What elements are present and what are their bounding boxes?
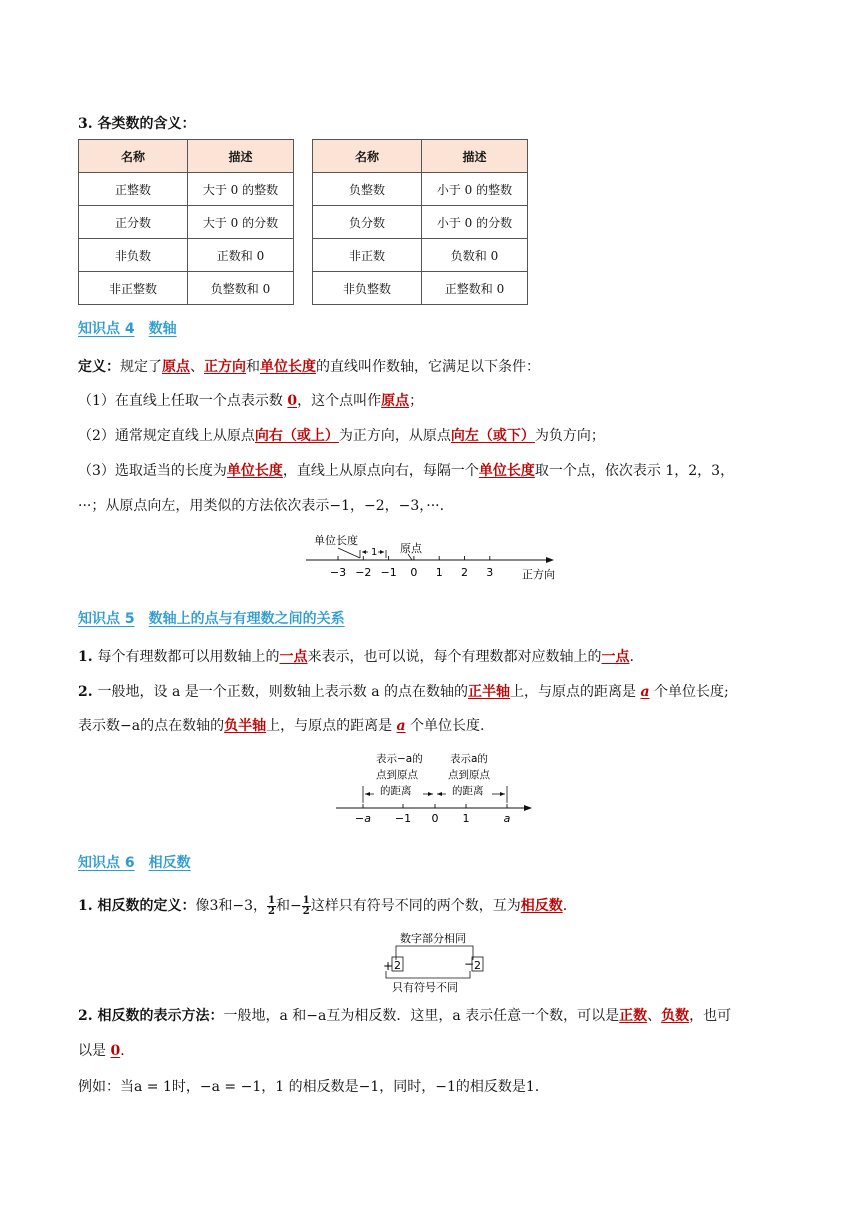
- table-cell: 正整数和 0: [422, 272, 528, 305]
- key-term: 向左（或下）: [450, 428, 535, 444]
- text: （3）选取适当的长度为: [78, 463, 227, 479]
- right-distance-label-line: 的距离: [452, 785, 484, 797]
- relation-point-2: [78, 681, 729, 703]
- heading-title: 数轴上的点与有理数之间的关系: [148, 611, 345, 627]
- text: 来表示，也可以说，每个有理数都对应数轴上的: [307, 649, 602, 665]
- text: 规定了: [120, 359, 162, 375]
- knowledge-point-6-heading: [78, 852, 191, 872]
- text: .: [629, 649, 634, 665]
- table-cell: 小于 0 的分数: [422, 206, 528, 239]
- table-cell: 负数和 0: [422, 239, 528, 272]
- text: 、: [647, 1008, 662, 1024]
- key-term: 相反数: [520, 898, 563, 914]
- text: ，也可: [689, 1008, 732, 1024]
- axis-arrow: [524, 805, 532, 811]
- distance-number-line-figure: [330, 748, 536, 828]
- table-row: [313, 173, 528, 206]
- bottom-bracket: [386, 971, 470, 978]
- key-term: 原点: [162, 359, 190, 375]
- tick-label: 1: [462, 812, 470, 825]
- section-3-title: 3. 各类数的含义：: [78, 116, 196, 132]
- key-term: a: [396, 718, 406, 734]
- number-line-figure: [300, 528, 570, 586]
- heading-title: 相反数: [148, 855, 191, 871]
- heading-number: 知识点 6: [78, 855, 135, 871]
- relation-point-2-continued: [78, 715, 485, 737]
- table-cell: 负整数和 0: [188, 272, 294, 305]
- table-cell: 正分数: [79, 206, 188, 239]
- text: 上，与原点的距离是: [510, 684, 641, 700]
- text: 个单位长度.: [405, 718, 485, 734]
- heading-number: 知识点 4: [78, 321, 135, 337]
- key-term: 原点: [381, 393, 410, 409]
- table-cell: 正整数: [79, 173, 188, 206]
- text: 、: [190, 359, 204, 375]
- fraction-numerator: 1: [268, 894, 276, 906]
- knowledge-point-4-heading: [78, 318, 177, 338]
- left-number-types-table: [78, 139, 294, 305]
- tick-group: [355, 804, 511, 825]
- one-unit-label: 1: [371, 547, 378, 558]
- item-number: 1.: [78, 649, 98, 665]
- text: ，直线上从原点向右，每隔一个: [282, 463, 479, 479]
- text: 这样只有符号不同的两个数，互为: [310, 898, 521, 914]
- table-row: [79, 173, 294, 206]
- table-header-row: [79, 140, 294, 173]
- key-term: 0: [110, 1043, 121, 1059]
- text: 和−: [276, 898, 302, 914]
- text: 每个有理数都可以用数轴上的: [97, 649, 280, 665]
- right-digit: 2: [474, 959, 481, 972]
- text: ，这个点叫作: [297, 393, 382, 409]
- unit-length-pointer: [338, 548, 360, 558]
- arrow-head: [428, 792, 433, 796]
- number-line-definition: [78, 356, 540, 378]
- key-term: 一点: [601, 649, 630, 665]
- key-term: 单位长度: [478, 463, 535, 479]
- text: （1）在直线上任取一个点表示数: [78, 393, 288, 409]
- table-cell: 非负数: [79, 239, 188, 272]
- left-distance-label-line: 点到原点: [376, 769, 418, 781]
- table-header-row: [313, 140, 528, 173]
- key-term: 正半轴: [468, 684, 510, 700]
- right-distance-label-line: 点到原点: [448, 769, 490, 781]
- table-cell: 大于 0 的分数: [188, 206, 294, 239]
- text: 取一个点，依次表示 1，2，3，: [534, 463, 735, 479]
- fraction-denominator: 2: [302, 905, 310, 917]
- text: 以是: [78, 1043, 111, 1059]
- key-term: 单位长度: [226, 463, 283, 479]
- text: .: [120, 1043, 125, 1059]
- condition-3: [78, 460, 734, 482]
- tick-label: 0: [410, 566, 418, 579]
- fraction-one-half: [267, 896, 276, 917]
- unit-length-label: 单位长度: [314, 534, 358, 547]
- key-term: 向右（或上）: [254, 428, 339, 444]
- table-cell: 非正整数: [79, 272, 188, 305]
- text: 的直线叫作数轴，它满足以下条件：: [316, 359, 540, 375]
- right-distance-label-line: 表示a的: [450, 753, 488, 765]
- heading-title: 数轴: [148, 321, 177, 337]
- table-header-name: 名称: [313, 140, 422, 173]
- table-cell: 非正数: [313, 239, 422, 272]
- tick-label: −2: [355, 566, 372, 579]
- same-digits-label: 数字部分相同: [400, 932, 466, 945]
- table-row: [313, 272, 528, 305]
- text: ；: [409, 393, 424, 409]
- right-number-types-table: [312, 139, 528, 305]
- text: 一般地，设 a 是一个正数，则数轴上表示数 a 的点在数轴的: [97, 684, 468, 700]
- table-cell: 负整数: [313, 173, 422, 206]
- key-term: 负数: [661, 1008, 690, 1024]
- table-row: [79, 239, 294, 272]
- condition-2: [78, 425, 605, 447]
- condition-1: [78, 390, 423, 412]
- left-distance-label-line: 的距离: [380, 785, 412, 797]
- key-term: 负半轴: [224, 718, 267, 734]
- tick-label: 2: [461, 566, 468, 579]
- definition-label: 定义：: [78, 359, 120, 375]
- tick-label: 0: [431, 812, 439, 825]
- condition-3-continued: ···；从原点向左，用类似的方法依次表示−1，−2，−3，···.: [78, 498, 445, 514]
- table-header-name: 名称: [79, 140, 188, 173]
- key-term: 正方向: [204, 359, 246, 375]
- arrow-head: [365, 792, 370, 796]
- left-distance-label-line: 表示−a的: [376, 753, 423, 765]
- fraction-numerator: 1: [302, 894, 310, 906]
- key-term: 单位长度: [260, 359, 316, 375]
- minus-sign: −: [464, 957, 475, 971]
- knowledge-point-5-heading: [78, 608, 345, 628]
- table-cell: 非负整数: [313, 272, 422, 305]
- origin-label: 原点: [400, 542, 422, 555]
- arrow-head: [362, 550, 366, 554]
- heading-number: 知识点 5: [78, 611, 135, 627]
- tick-label: −1: [394, 812, 412, 825]
- key-term: 0: [287, 393, 298, 409]
- plus-sign: +: [383, 959, 394, 973]
- positive-direction-label: 正方向: [522, 568, 555, 581]
- text: 上，与原点的距离是: [266, 718, 397, 734]
- opposite-number-definition: [78, 895, 567, 917]
- tick-label: a: [503, 812, 511, 825]
- sign-differs-label: 只有符号不同: [392, 981, 458, 994]
- table-cell: 负分数: [313, 206, 422, 239]
- example-line: 例如：当a = 1时，−a = −1，1 的相反数是−1，同时，−1的相反数是1.: [78, 1079, 540, 1095]
- item-number: 2.: [78, 684, 98, 700]
- tick-label: −a: [355, 812, 371, 825]
- text: 个单位长度;: [649, 684, 729, 700]
- text: （2）通常规定直线上从原点: [78, 428, 255, 444]
- table-row: [79, 272, 294, 305]
- relation-point-1: [78, 646, 634, 668]
- table-row: [313, 239, 528, 272]
- table-row: [313, 206, 528, 239]
- table-header-desc: 描述: [422, 140, 528, 173]
- definition-label: 2. 相反数的表示方法：: [78, 1008, 224, 1024]
- fraction-denominator: 2: [268, 905, 276, 917]
- key-term: 正数: [619, 1008, 648, 1024]
- top-bracket: [396, 946, 473, 960]
- axis-arrow: [546, 557, 554, 563]
- table-cell: 正数和 0: [188, 239, 294, 272]
- arrow-head: [380, 550, 384, 554]
- tick-label: −3: [329, 566, 347, 579]
- table-cell: 小于 0 的整数: [422, 173, 528, 206]
- table-cell: 大于 0 的整数: [188, 173, 294, 206]
- opposite-number-notation-continued: [78, 1040, 125, 1062]
- key-term: 一点: [279, 649, 308, 665]
- opposite-number-notation: [78, 1005, 731, 1027]
- text: 表示数−a的点在数轴的: [78, 718, 225, 734]
- text: 为正方向，从原点: [338, 428, 451, 444]
- text: 为负方向；: [534, 428, 605, 444]
- definition-label: 1. 相反数的定义：: [78, 898, 196, 914]
- tick-label: −1: [380, 566, 397, 579]
- text: 和: [246, 359, 260, 375]
- table-header-desc: 描述: [188, 140, 294, 173]
- key-term: a: [640, 684, 650, 700]
- table-row: [79, 206, 294, 239]
- arrow-head: [500, 792, 505, 796]
- left-digit: 2: [394, 959, 401, 972]
- tick-label: 1: [435, 566, 443, 579]
- opposite-numbers-figure: [378, 928, 498, 994]
- text: 一般地，a 和−a互为相反数．这里，a 表示任意一个数，可以是: [223, 1008, 620, 1024]
- text: 像3和−3，: [195, 898, 268, 914]
- fraction-one-half: [302, 896, 311, 917]
- text: .: [562, 898, 568, 914]
- arrow-head: [437, 792, 442, 796]
- tick-label: 3: [486, 566, 494, 579]
